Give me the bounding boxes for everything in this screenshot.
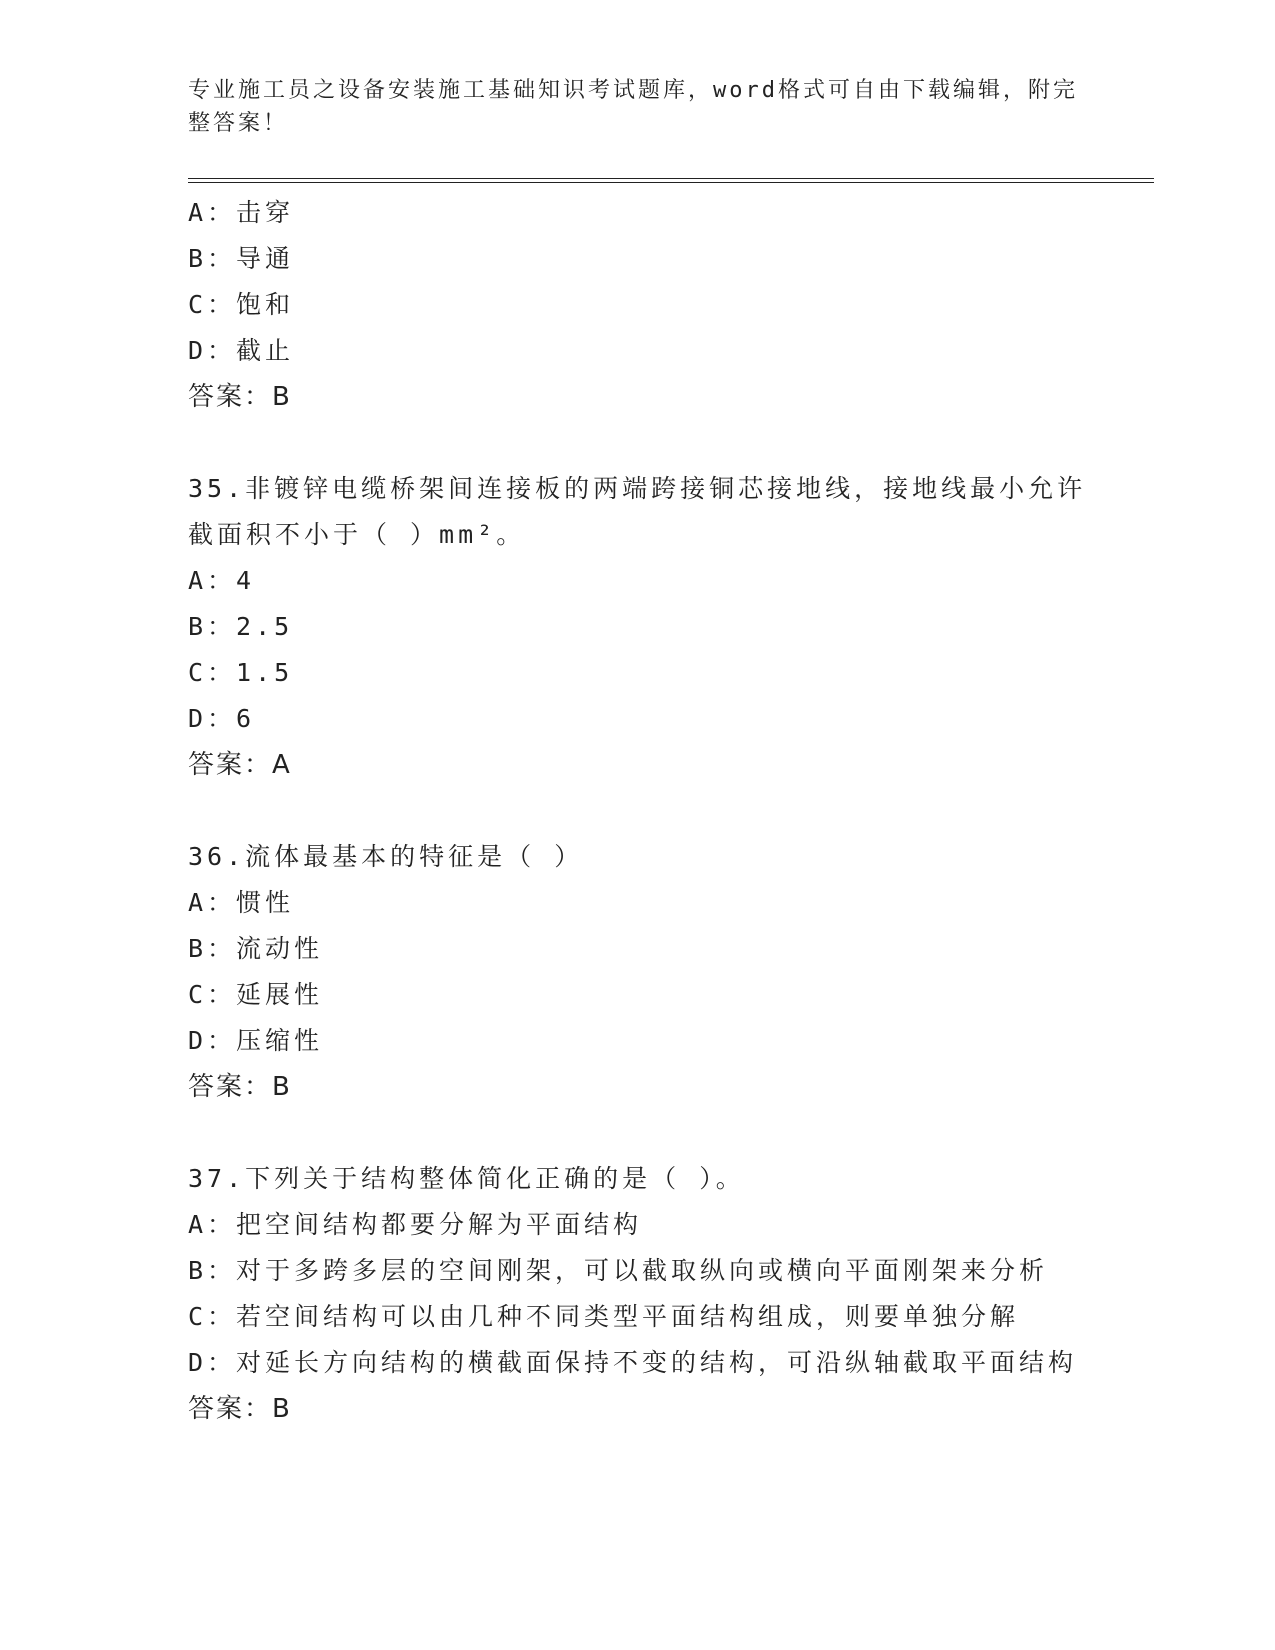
answer-label: 答案：B [188,382,292,412]
question-stem-continued: 截面积不小于（ ）mm²。 [188,520,526,549]
question-block [188,190,1148,420]
option-b: B：导通 [188,244,295,273]
option-b: B：对于多跨多层的空间刚架，可以截取纵向或横向平面刚架来分析 [188,1256,1049,1285]
header-line-1: 专业施工员之设备安装施工基础知识考试题库，word格式可自由下载编辑，附完 [188,78,1078,103]
header-line-2: 整答案！ [188,111,289,136]
option-a: A：4 [188,566,256,595]
option-a: A：击穿 [188,198,295,227]
answer-label: 答案：A [188,750,292,780]
question-list [188,190,1148,1432]
answer-label: 答案：B [188,1394,292,1424]
option-c: C：若空间结构可以由几种不同类型平面结构组成，则要单独分解 [188,1302,1020,1331]
option-c: C：延展性 [188,980,324,1009]
option-d: D：对延长方向结构的横截面保持不变的结构，可沿纵轴截取平面结构 [188,1348,1078,1377]
block-spacer [188,788,1148,834]
option-d: D：压缩性 [188,1026,324,1055]
answer-label: 答案：B [188,1072,292,1102]
block-spacer [188,1110,1148,1156]
option-b: B：流动性 [188,934,324,963]
header-divider-top [188,178,1154,179]
document-header [188,74,1088,140]
option-a: A：惯性 [188,888,295,917]
option-d: D：6 [188,704,256,733]
question-stem: 36.流体最基本的特征是（ ） [188,842,584,871]
question-block [188,466,1148,788]
question-stem: 37.下列关于结构整体简化正确的是（ ）。 [188,1164,745,1193]
option-a: A：把空间结构都要分解为平面结构 [188,1210,643,1239]
question-block [188,1156,1148,1432]
block-spacer [188,420,1148,466]
question-block [188,834,1148,1110]
option-c: C：1.5 [188,658,294,687]
option-d: D：截止 [188,336,295,365]
header-divider-bottom [188,182,1154,183]
question-stem: 35.非镀锌电缆桥架间连接板的两端跨接铜芯接地线，接地线最小允许 [188,474,1087,503]
option-b: B：2.5 [188,612,294,641]
option-c: C：饱和 [188,290,295,319]
